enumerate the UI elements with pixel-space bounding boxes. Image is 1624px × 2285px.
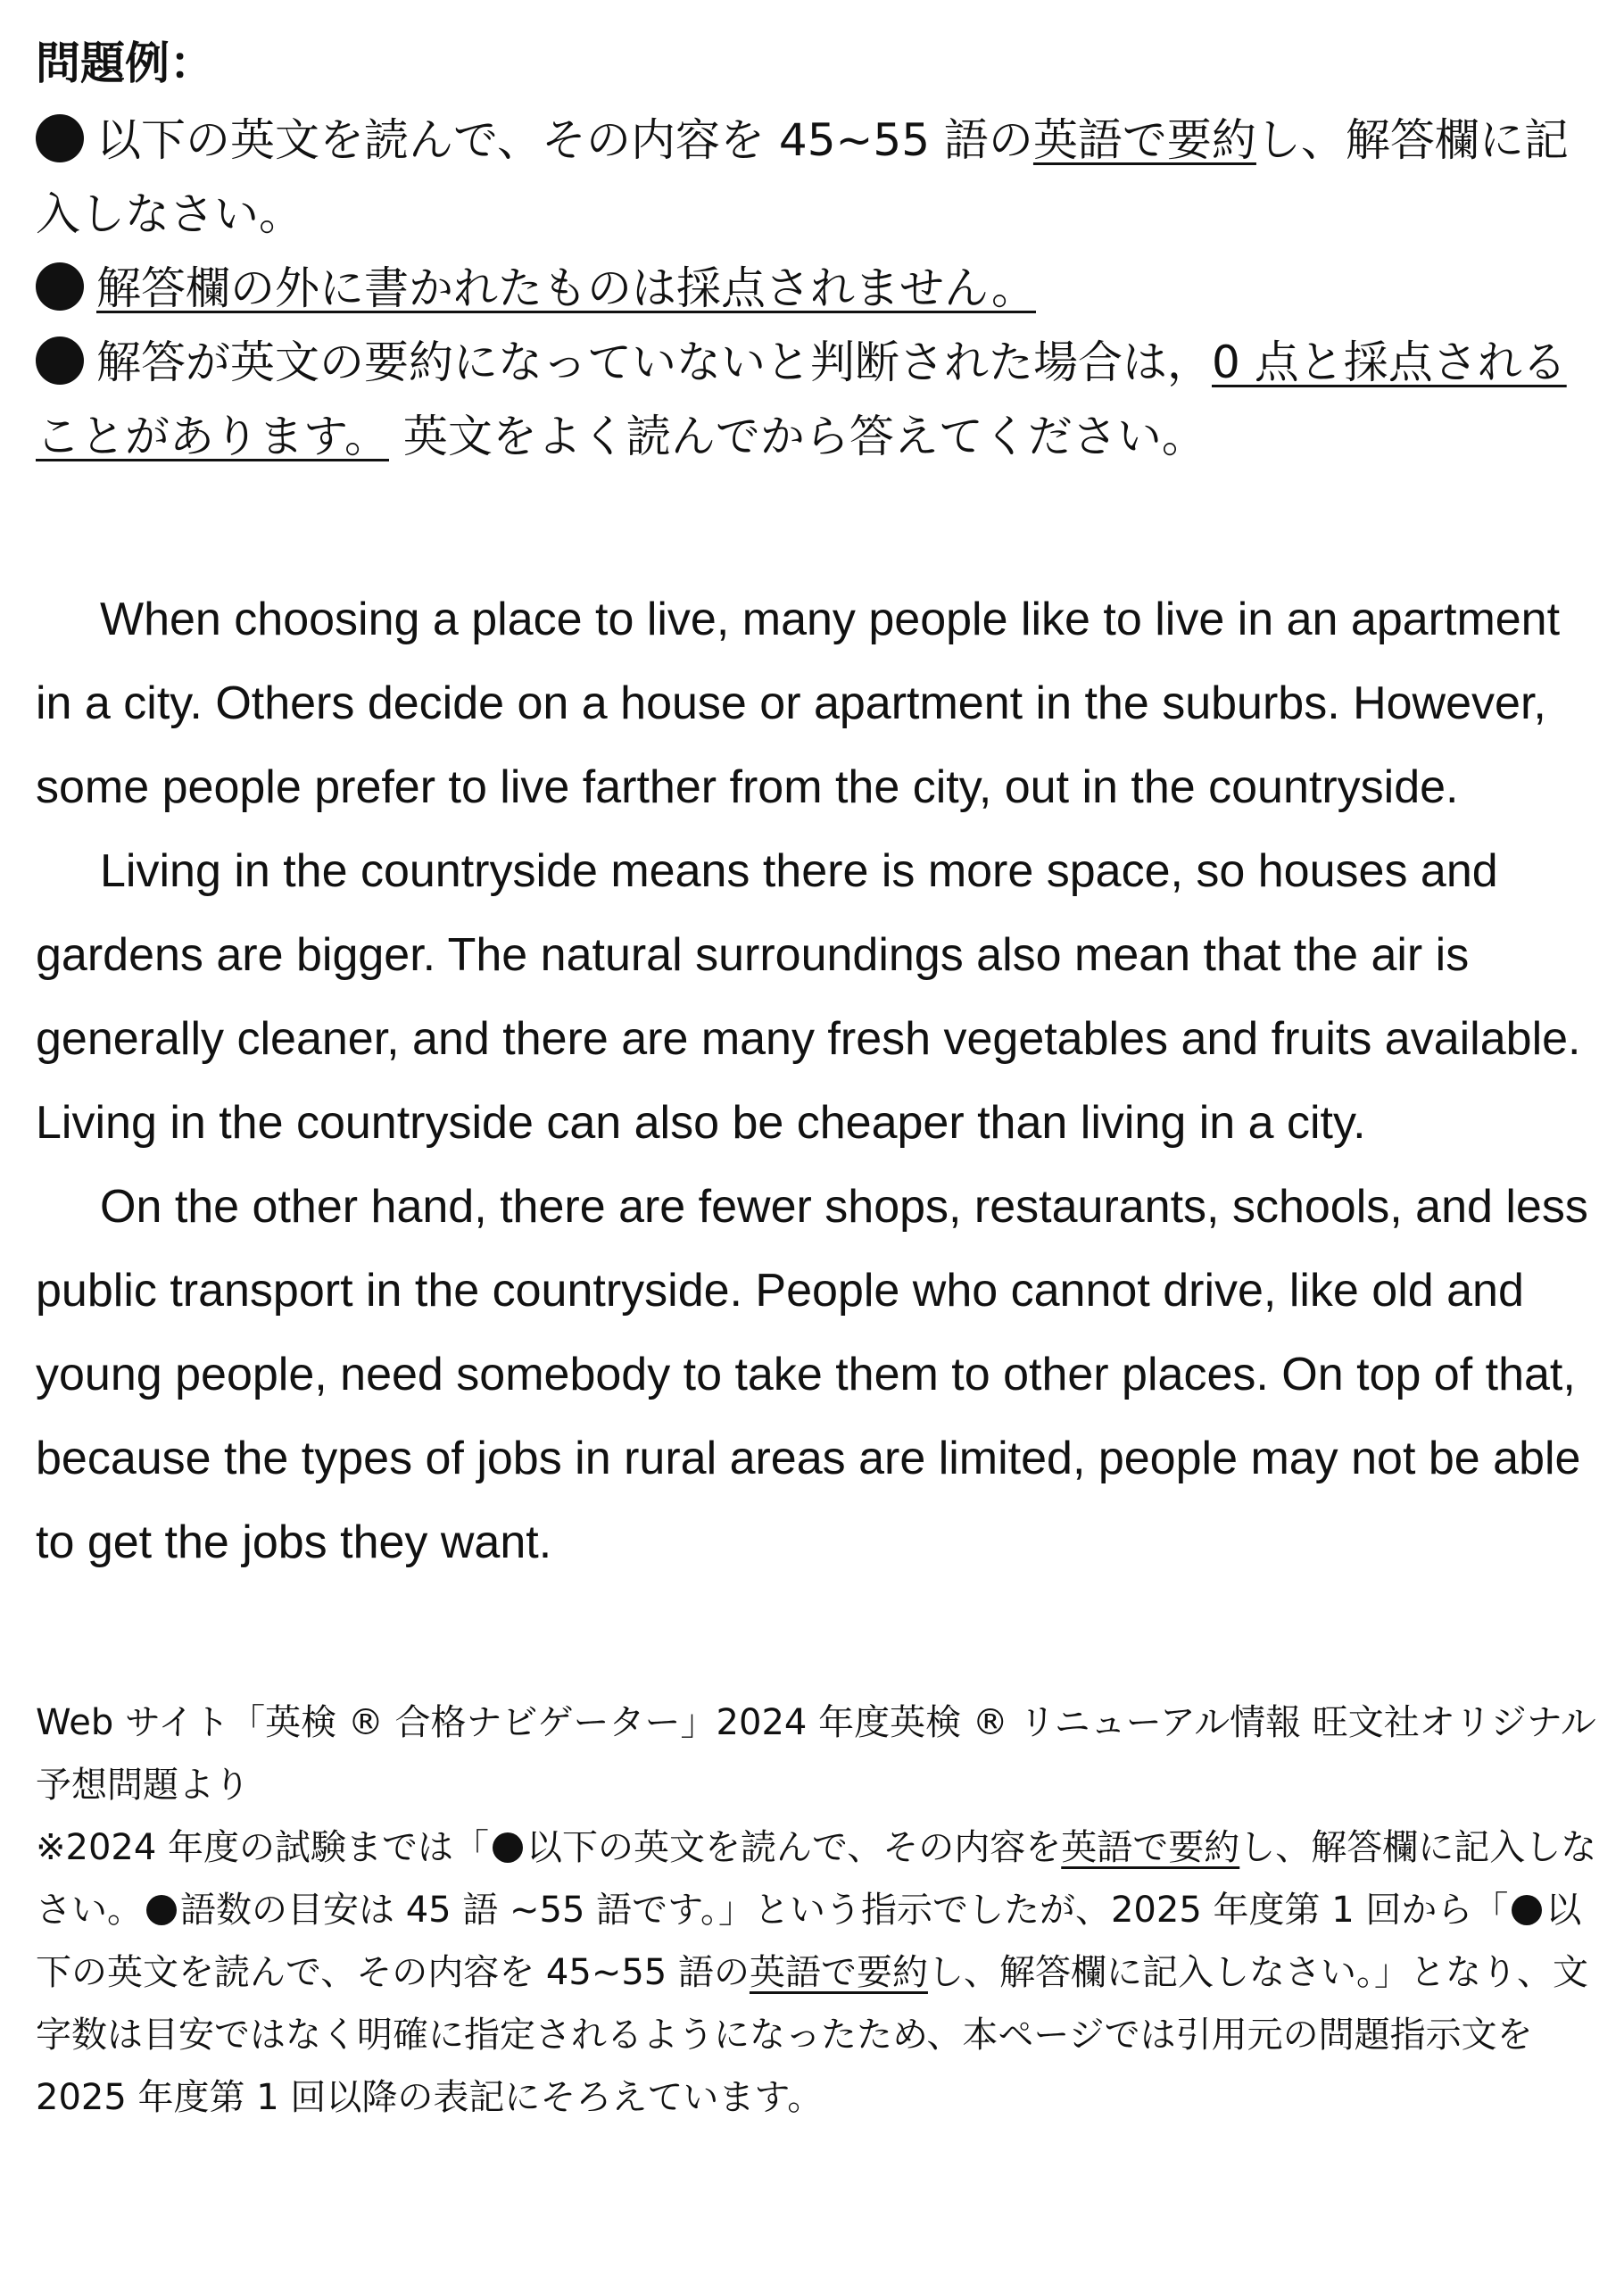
bullet-icon bbox=[493, 1832, 523, 1863]
instruction-1 bbox=[36, 104, 1597, 252]
instruction-2 bbox=[36, 252, 1597, 326]
document-page bbox=[36, 32, 1597, 2129]
instruction-3 bbox=[36, 326, 1597, 474]
passage-paragraph-3: On the other hand, there are fewer shops, restaurants, schools, and less public transport in the countryside. People who cannot drive, like old and young people, need somebody to take them to other places. On top of that, because the types of jobs in rural areas are limited, people may not be able to get the jobs they want. bbox=[36, 1181, 1588, 1568]
note-underlined: 英語で要約 bbox=[1061, 1827, 1240, 1868]
bullet-icon bbox=[36, 262, 84, 311]
instruction-text: 以下の英文を読んで、その内容を 45~55 語の bbox=[96, 114, 1033, 166]
passage-paragraph-1: When choosing a place to live, many people like to live in an apartment in a city. Others decide on a house or apartment in the suburbs. However, some people prefer to live farther from the city, out in the countryside. bbox=[36, 594, 1561, 813]
passage-paragraph-2: Living in the countryside means there is more space, so houses and gardens are bigger. The natural surroundings also mean that the air is generally cleaner, and there are many fresh vegetables and fruits available. Living in the countryside can also be cheaper than living in a city. bbox=[36, 845, 1581, 1149]
bullet-icon bbox=[36, 114, 84, 162]
instruction-underlined: 解答欄の外に書かれたものは採点されません。 bbox=[96, 262, 1036, 314]
bullet-icon bbox=[146, 1895, 177, 1925]
note-text: 以下の英文を読んで、その内容を bbox=[526, 1827, 1062, 1868]
bullet-icon bbox=[1512, 1895, 1542, 1925]
section-heading: 問題例： bbox=[36, 37, 214, 89]
note-text: ※2024 年度の試験までは「 bbox=[36, 1827, 490, 1868]
instruction-text: し、解答欄に記入しなさい。 bbox=[36, 114, 1569, 240]
note-text: し、解答欄に記入しなさい。 bbox=[36, 1827, 1597, 1931]
instruction-underlined: 英語で要約 bbox=[1032, 114, 1256, 166]
source-note bbox=[36, 1816, 1597, 2129]
note-underlined: 英語で要約 bbox=[749, 1952, 928, 1993]
note-text: 以下の英文を読んで、その内容を 45~55 語の bbox=[36, 1890, 1582, 1993]
instruction-text: 解答が英文の要約になっていないと判断された場合は， bbox=[96, 337, 1212, 388]
note-text: 語数の目安は 45 語 ~55 語です。」という指示でしたが、2025 年度第 1 回から「 bbox=[180, 1890, 1509, 1931]
instruction-text: 英文をよく読んでから答えてください。 bbox=[402, 411, 1206, 462]
english-passage bbox=[36, 577, 1597, 1584]
note-text: し、解答欄に記入しなさい。」となり、文字数は目安ではなく明確に指定されるようになったため、本ページでは引用元の問題指示文を 2025 年度第 1 回以降の表記にそろえています。 bbox=[36, 1952, 1588, 2118]
source-citation: Web サイト「英検 ® 合格ナビゲーター」2024 年度英検 ® リニューアル情報 旺文社オリジナル予想問題より bbox=[36, 1702, 1596, 1806]
bullet-icon bbox=[36, 337, 84, 385]
instructions bbox=[36, 104, 1597, 474]
instruction-underlined: 0 点と採点されることがあります。 bbox=[36, 337, 1567, 462]
source-notes bbox=[36, 1691, 1597, 2129]
